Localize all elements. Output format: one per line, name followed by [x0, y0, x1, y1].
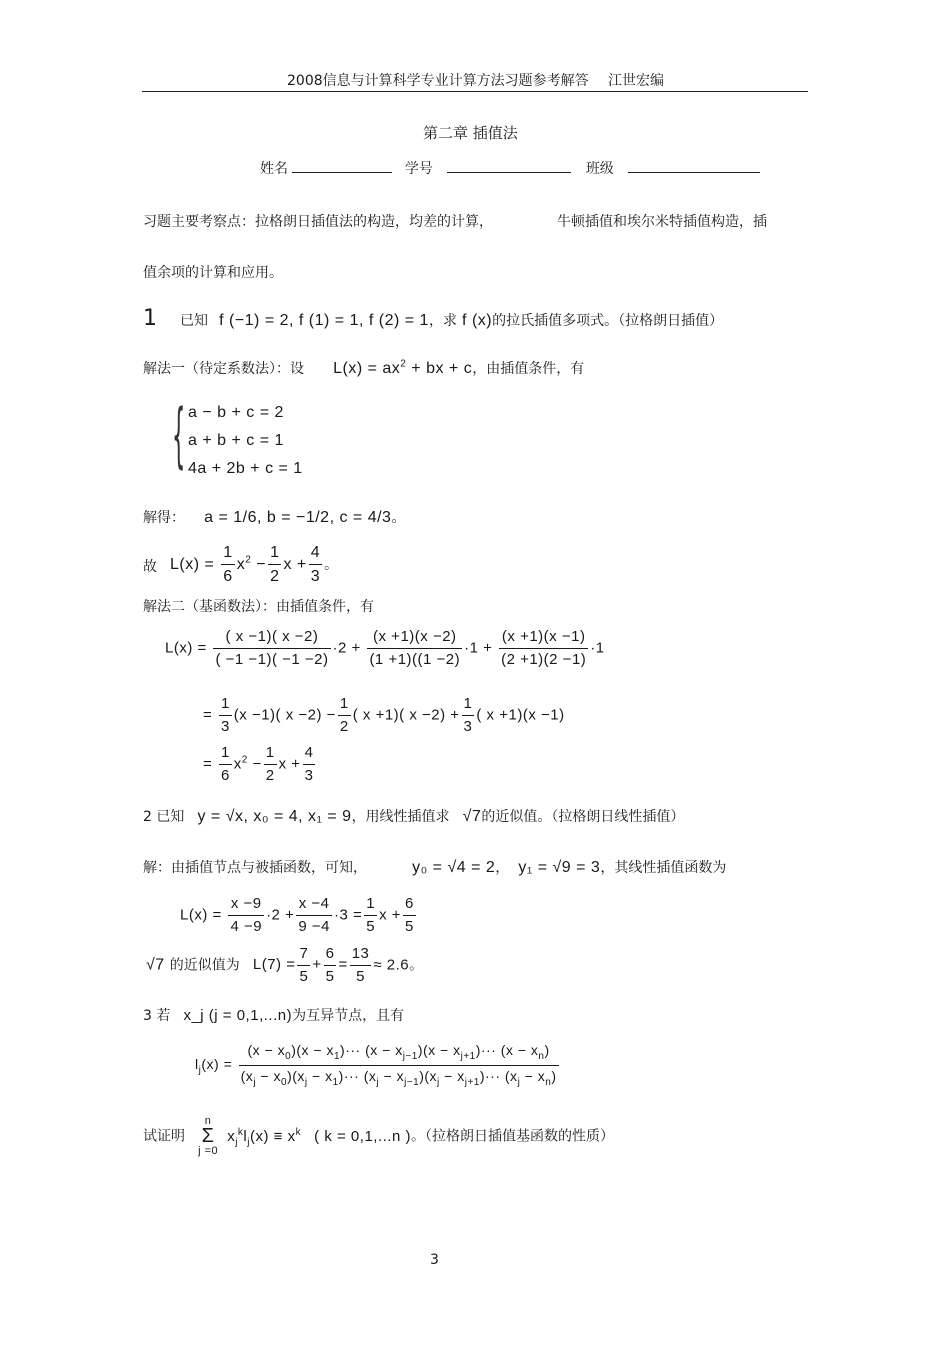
p2-y1: y₁ = √9 = 3: [518, 859, 601, 876]
p3-prove-pre: 试证明: [143, 1128, 185, 1145]
p2-pre: 2 已知: [143, 809, 185, 825]
p1-pre: 已知: [180, 313, 208, 329]
p3-post: 为互异节点，且有: [292, 1008, 405, 1024]
p2-sol-pre: 解：由插值节点与被插函数，可知，: [143, 860, 367, 876]
system-eq-2: a + b + c = 1: [188, 432, 284, 449]
solution-line: [143, 507, 405, 527]
p3-prove-post: （拉格朗日插值基函数的性质）: [424, 1128, 614, 1145]
p2-approx-label: 的近似值为: [169, 957, 240, 974]
p1-fx: f (x): [462, 312, 493, 329]
p2-approx-val: ≈ 2.6: [373, 956, 410, 974]
p3-k-range: ( k = 0,1,...n ): [314, 1127, 411, 1145]
name-blank: [292, 158, 392, 173]
method-2-label: 解法二（基函数法）：由插值条件，有: [143, 599, 374, 615]
p2-mid: ，用线性插值求: [351, 809, 450, 825]
name-label: 姓名: [260, 161, 288, 177]
header-author: 江世宏编: [608, 73, 664, 89]
p2-approx-pre: √7: [146, 956, 165, 974]
sol-label: 解得：: [143, 510, 185, 526]
p1-cond: f (−1) = 2, f (1) = 1, f (2) = 1: [219, 312, 429, 329]
intro-line1a: 习题主要考察点：拉格朗日插值法的构造，均差的计算，: [143, 214, 493, 230]
p2-post: 的近似值。（拉格朗日线性插值）: [481, 809, 685, 825]
method-2-formula-1: L(x) = $\frac{( x -1)( x -2)}{( -1 -1)( -1 -2)}$ ·2 + $\frac{(x +1)(x -2)}{(1 +1)((1 -2)}$ ·1 + $\frac{(x +1)(x -1)}{(2 +1)(2 -1)}$ ·1: [165, 628, 605, 668]
p2-approx-end: 。: [409, 957, 424, 974]
problem-2-solution-line: 解：由插值节点与被插函数，可知， y₀ = √4 = 2， y₁ = √9 = 3，其线性插值函数为: [143, 859, 727, 876]
intro-line1b: 牛顿插值和埃尔米特插值构造，插: [557, 214, 767, 230]
chapter-title: 第二章 插值法: [423, 124, 518, 142]
problem-3-statement: [143, 1005, 404, 1025]
p2-target: √7: [462, 808, 482, 825]
id-label: 学号: [404, 161, 433, 177]
method-1-line: [143, 358, 584, 378]
header-title: 2008信息与计算科学专业计算方法习题参考解答: [287, 73, 589, 89]
method-2-formula-2: = $\frac{1}{3}$ (x −1)( x −2) − $\frac{1}{2}$ ( x +1)( x −2) + $\frac{1}{3}$ ( x +1)(x −1): [203, 695, 565, 735]
p2-y0: y₀ = √4 = 2: [412, 859, 496, 876]
system-eq-3: 4a + 2b + c = 1: [188, 460, 303, 477]
header-rule: [142, 91, 808, 92]
problem-2-approx-line: [146, 945, 423, 986]
p3-identity: $x_j^kl_j(x) \equiv x^k$: [227, 1126, 302, 1148]
p2-approx-formula: L(7) = $\frac{7}{5}$ + $\frac{6}{5}$ = $\frac{13}{5}$: [252, 945, 370, 985]
problem-1-statement: [180, 310, 723, 330]
id-blank: [447, 158, 571, 173]
system-brace: {: [172, 394, 186, 476]
p1-post: 的拉氏插值多项式。（拉格朗日插值）: [492, 313, 724, 329]
therefore-label: 故: [143, 559, 157, 575]
class-label: 班级: [585, 161, 614, 177]
method-2-formula-3: = $\frac{1}{6}$ $x^2$ − $\frac{1}{2}$ x + $\frac{4}{3}$: [203, 744, 314, 784]
problem-1-number: 1: [143, 306, 157, 331]
m1-expr: $L(x) = ax^2$ + bx + c: [333, 358, 473, 377]
therefore-formula: L(x) = $\frac{1}{6}$ $x^2$ − $\frac{1}{2}$ x + $\frac{4}{3}$ 。: [170, 544, 339, 586]
p1-mid: ，求: [428, 313, 457, 329]
class-blank: [628, 158, 760, 173]
sol-values: a = 1/6, b = −1/2, c = 4/3: [204, 509, 392, 526]
intro-line2: 值余项的计算和应用。: [143, 265, 283, 281]
problem-3-prove-line: 试证明 n Σ j =0 $x_j^kl_j(x) \equiv x^k$ ( k = 0,1,...n )。（拉格朗日插值基函数的性质）: [143, 1115, 614, 1157]
sol-end: 。: [391, 510, 406, 526]
m1-post: ，由插值条件，有: [472, 361, 585, 377]
page-number: 3: [430, 1252, 439, 1268]
p3-cond: x_j (j = 0,1,...n): [183, 1007, 293, 1024]
problem-2-linear-formula: L(x) = $\frac{x -9}{4 -9}$ ·2 + $\frac{x -4}{9 -4}$ ·3 = $\frac{1}{5}$ x + $\frac{6}{5}$: [180, 895, 414, 935]
p2-cond: y = √x, x₀ = 4, x₁ = 9: [197, 808, 352, 825]
p2-sol-post: ，其线性插值函数为: [600, 860, 727, 876]
problem-3-basis-formula: $l_j(x)$ = $\frac{(x - x_0)(x - x_1)\cdot\cdot\cdot (x - x_{j-1})(x - x_{j+1})\cdot\cdot\cdot (x - x_n)}{(x_j - x_0)(x_j - x_1)\cdot\cdot\cdot (x_j - x_{j-1})(x_j - x_{j+1})\cdot\cdot\cdot (x_j - x_n)}$: [195, 1042, 557, 1088]
problem-2-statement: [143, 806, 684, 826]
sum-symbol: n Σ j =0: [198, 1115, 219, 1157]
p3-pre: 3 若: [143, 1008, 171, 1024]
system-eq-1: a − b + c = 2: [188, 404, 284, 421]
m1-label: 解法一（待定系数法）：设: [143, 361, 304, 377]
form-line: [260, 158, 760, 178]
